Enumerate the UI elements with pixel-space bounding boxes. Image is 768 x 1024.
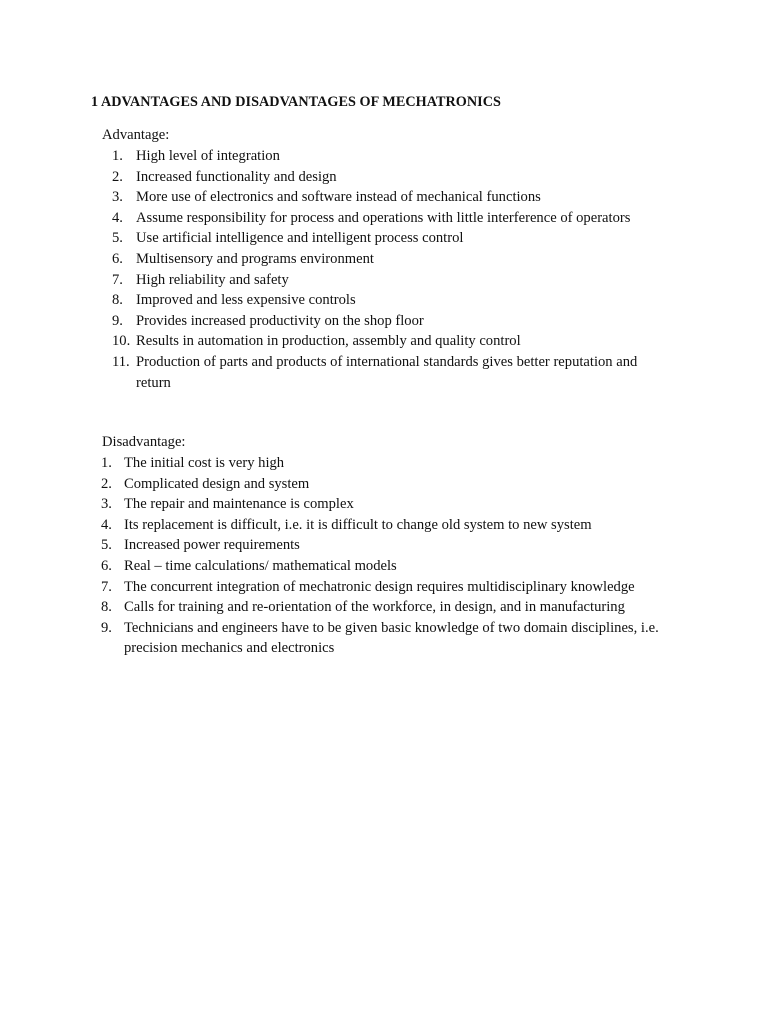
list-item (101, 556, 691, 577)
list-item (101, 494, 691, 515)
list-item-number: 3. (112, 189, 123, 206)
list-item (112, 228, 672, 249)
list-item-text: Provides increased productivity on the shop floor (136, 312, 424, 329)
list-item-number: 2. (112, 168, 123, 185)
list-item (112, 331, 672, 352)
list-item (112, 352, 672, 393)
list-item (101, 474, 691, 495)
list-item-text: Calls for training and re-orientation of the workforce, in design, and in manufacturing (124, 599, 625, 616)
list-item (112, 167, 672, 188)
list-item-text: Its replacement is difficult, i.e. it is difficult to change old system to new system (124, 516, 592, 533)
list-item-text: Improved and less expensive controls (136, 292, 356, 309)
list-item (112, 290, 672, 311)
list-item-number: 8. (101, 599, 112, 616)
list-item-number: 8. (112, 292, 123, 309)
disadvantages-label: Disadvantage: (102, 434, 186, 450)
list-item-number: 4. (101, 516, 112, 533)
list-item-text: More use of electronics and software instead of mechanical functions (136, 189, 541, 206)
list-item-text: Complicated design and system (124, 475, 310, 492)
list-item-number: 6. (101, 557, 112, 574)
list-item-text: High level of integration (136, 148, 280, 164)
list-item-number: 5. (101, 537, 112, 554)
list-item-number: 1. (112, 148, 123, 164)
list-item-text: Use artificial intelligence and intelligent process control (136, 230, 464, 247)
list-item-text: Technicians and engineers have to be given basic knowledge of two domain disciplines, i.e. precision mechanics and electronics (124, 619, 659, 657)
list-item-text: Multisensory and programs environment (136, 250, 374, 267)
list-item (101, 597, 691, 618)
list-item-number: 9. (101, 619, 112, 636)
list-item (101, 577, 691, 598)
advantages-label: Advantage: (102, 127, 170, 143)
list-item-number: 11. (112, 353, 130, 370)
list-item (101, 618, 691, 659)
list-item-text: Results in automation in production, assembly and quality control (136, 333, 521, 350)
list-item-number: 7. (101, 578, 112, 595)
list-item (112, 187, 672, 208)
list-item-number: 4. (112, 209, 123, 226)
list-item (101, 535, 691, 556)
list-item (112, 146, 672, 167)
list-item-text: Production of parts and products of international standards gives better reputation and return (136, 353, 638, 391)
list-item (101, 515, 691, 536)
list-item-number: 7. (112, 271, 123, 288)
list-item-text: Real – time calculations/ mathematical models (124, 557, 397, 574)
advantages-list (112, 146, 672, 393)
list-item-text: Assume responsibility for process and operations with little interference of operators (136, 209, 631, 226)
list-item-number: 10. (112, 333, 131, 350)
list-item-text: The concurrent integration of mechatronic design requires multidisciplinary knowledge (124, 578, 635, 595)
list-item-text: High reliability and safety (136, 271, 289, 288)
page-title: 1 ADVANTAGES AND DISADVANTAGES OF MECHATRONICS (91, 94, 501, 110)
list-item-number: 9. (112, 312, 123, 329)
list-item-text: The initial cost is very high (124, 455, 285, 471)
list-item-number: 2. (101, 475, 112, 492)
list-item-number: 1. (101, 455, 112, 471)
list-item-text: Increased power requirements (124, 537, 300, 554)
list-item-text: Increased functionality and design (136, 168, 337, 185)
disadvantages-list (101, 453, 691, 659)
list-item-number: 3. (101, 496, 112, 513)
list-item (112, 311, 672, 332)
list-item (112, 249, 672, 270)
list-item-text: The repair and maintenance is complex (124, 496, 354, 513)
list-item (101, 453, 691, 474)
list-item-number: 5. (112, 230, 123, 247)
list-item (112, 270, 672, 291)
list-item-number: 6. (112, 250, 123, 267)
list-item (112, 208, 672, 229)
